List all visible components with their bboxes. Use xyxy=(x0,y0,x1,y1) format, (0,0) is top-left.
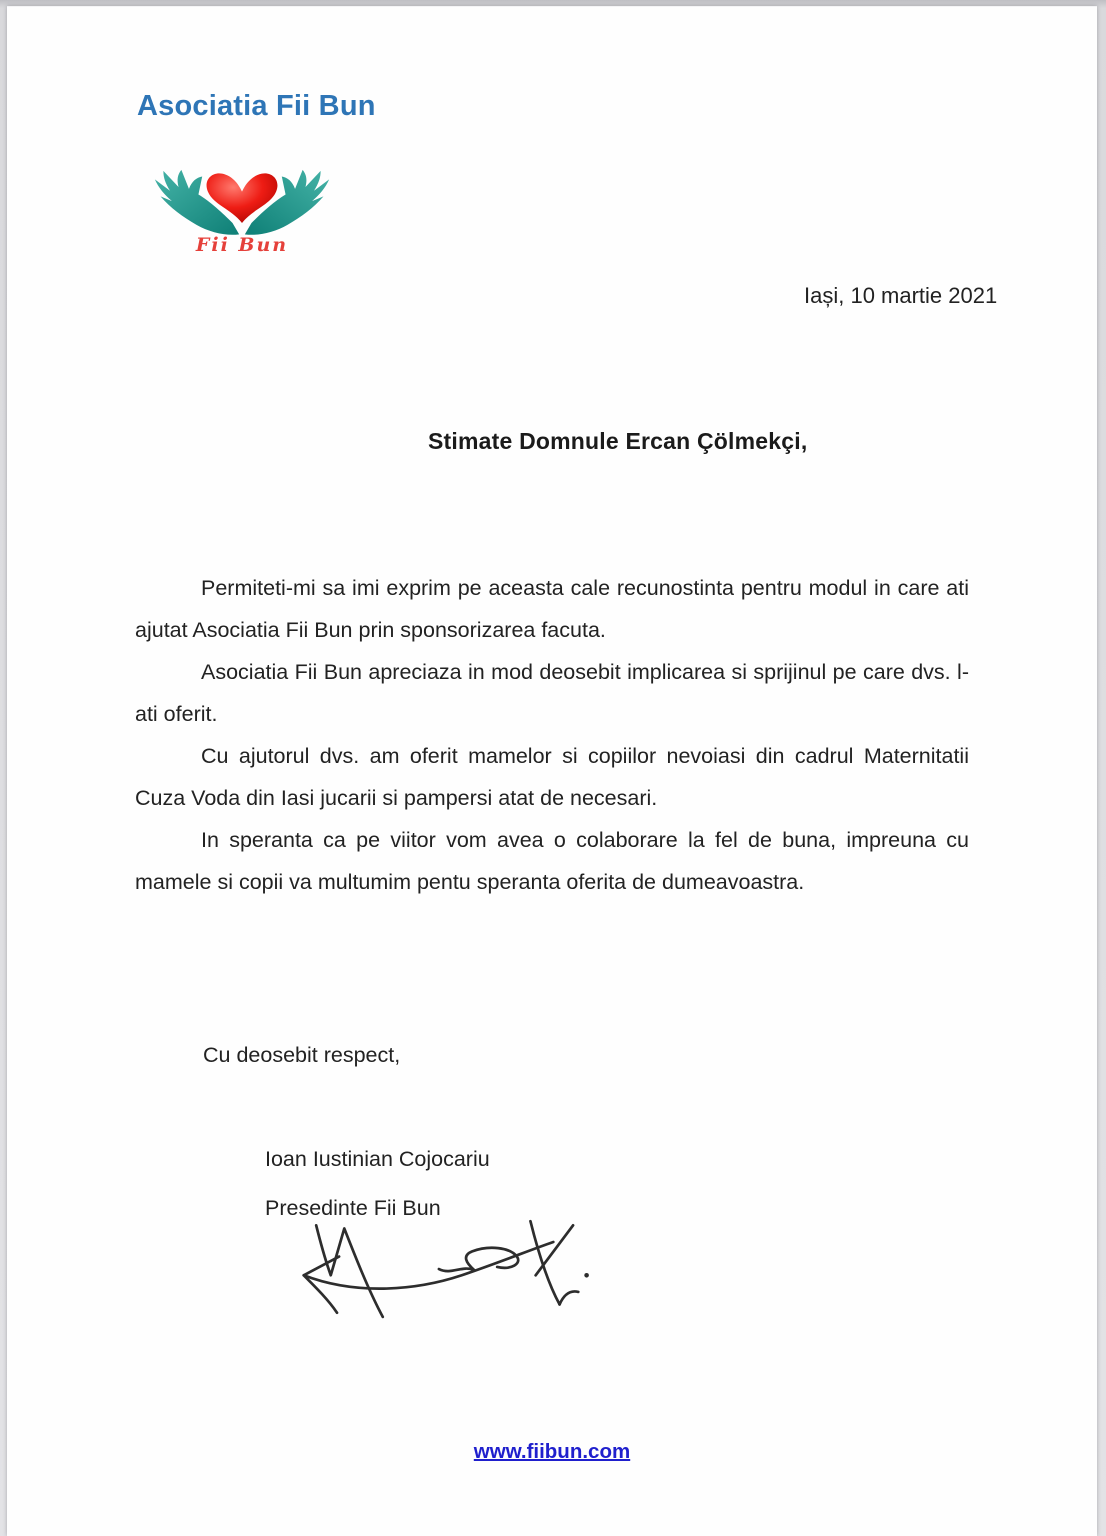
letter-body xyxy=(135,567,969,903)
org-title: Asociatia Fii Bun xyxy=(137,90,376,122)
signer-title: Presedinte Fii Bun xyxy=(265,1196,441,1220)
org-logo xyxy=(147,168,337,264)
paragraph: Asociatia Fii Bun apreciaza in mod deosebit implicarea si sprijinul pe care dvs. l-ati oferit. xyxy=(135,660,969,726)
website-link[interactable]: www.fiibun.com xyxy=(473,1440,631,1463)
signature-scrawl-icon xyxy=(285,1313,597,1330)
paragraph: In speranta ca pe viitor vom avea o colaborare la fel de buna, impreuna cu mamele si copii va multumim pentu speranta oferita de dumeavoastra. xyxy=(135,828,969,894)
hands-heart-logo-icon xyxy=(147,168,337,240)
closing: Cu deosebit respect, xyxy=(203,1043,401,1067)
signer-name: Ioan Iustinian Cojocariu xyxy=(265,1147,490,1171)
paragraph: Permiteti-mi sa imi exprim pe aceasta cale recunostinta pentru modul in care ati ajutat Asociatia Fii Bun prin sponsorizarea facuta. xyxy=(135,576,969,642)
logo-caption: Fii Bun xyxy=(195,234,289,256)
footer xyxy=(7,1440,1097,1464)
paragraph: Cu ajutorul dvs. am oferit mamelor si copiilor nevoiasi din cadrul Maternitatii Cuza Voda din Iasi jucarii si pampersi atat de necesari. xyxy=(135,744,969,810)
handwritten-signature xyxy=(285,1210,597,1326)
salutation: Stimate Domnule Ercan Çölmekçi, xyxy=(428,428,808,454)
letter-page xyxy=(7,6,1097,1536)
dateline: Iași, 10 martie 2021 xyxy=(804,283,998,308)
